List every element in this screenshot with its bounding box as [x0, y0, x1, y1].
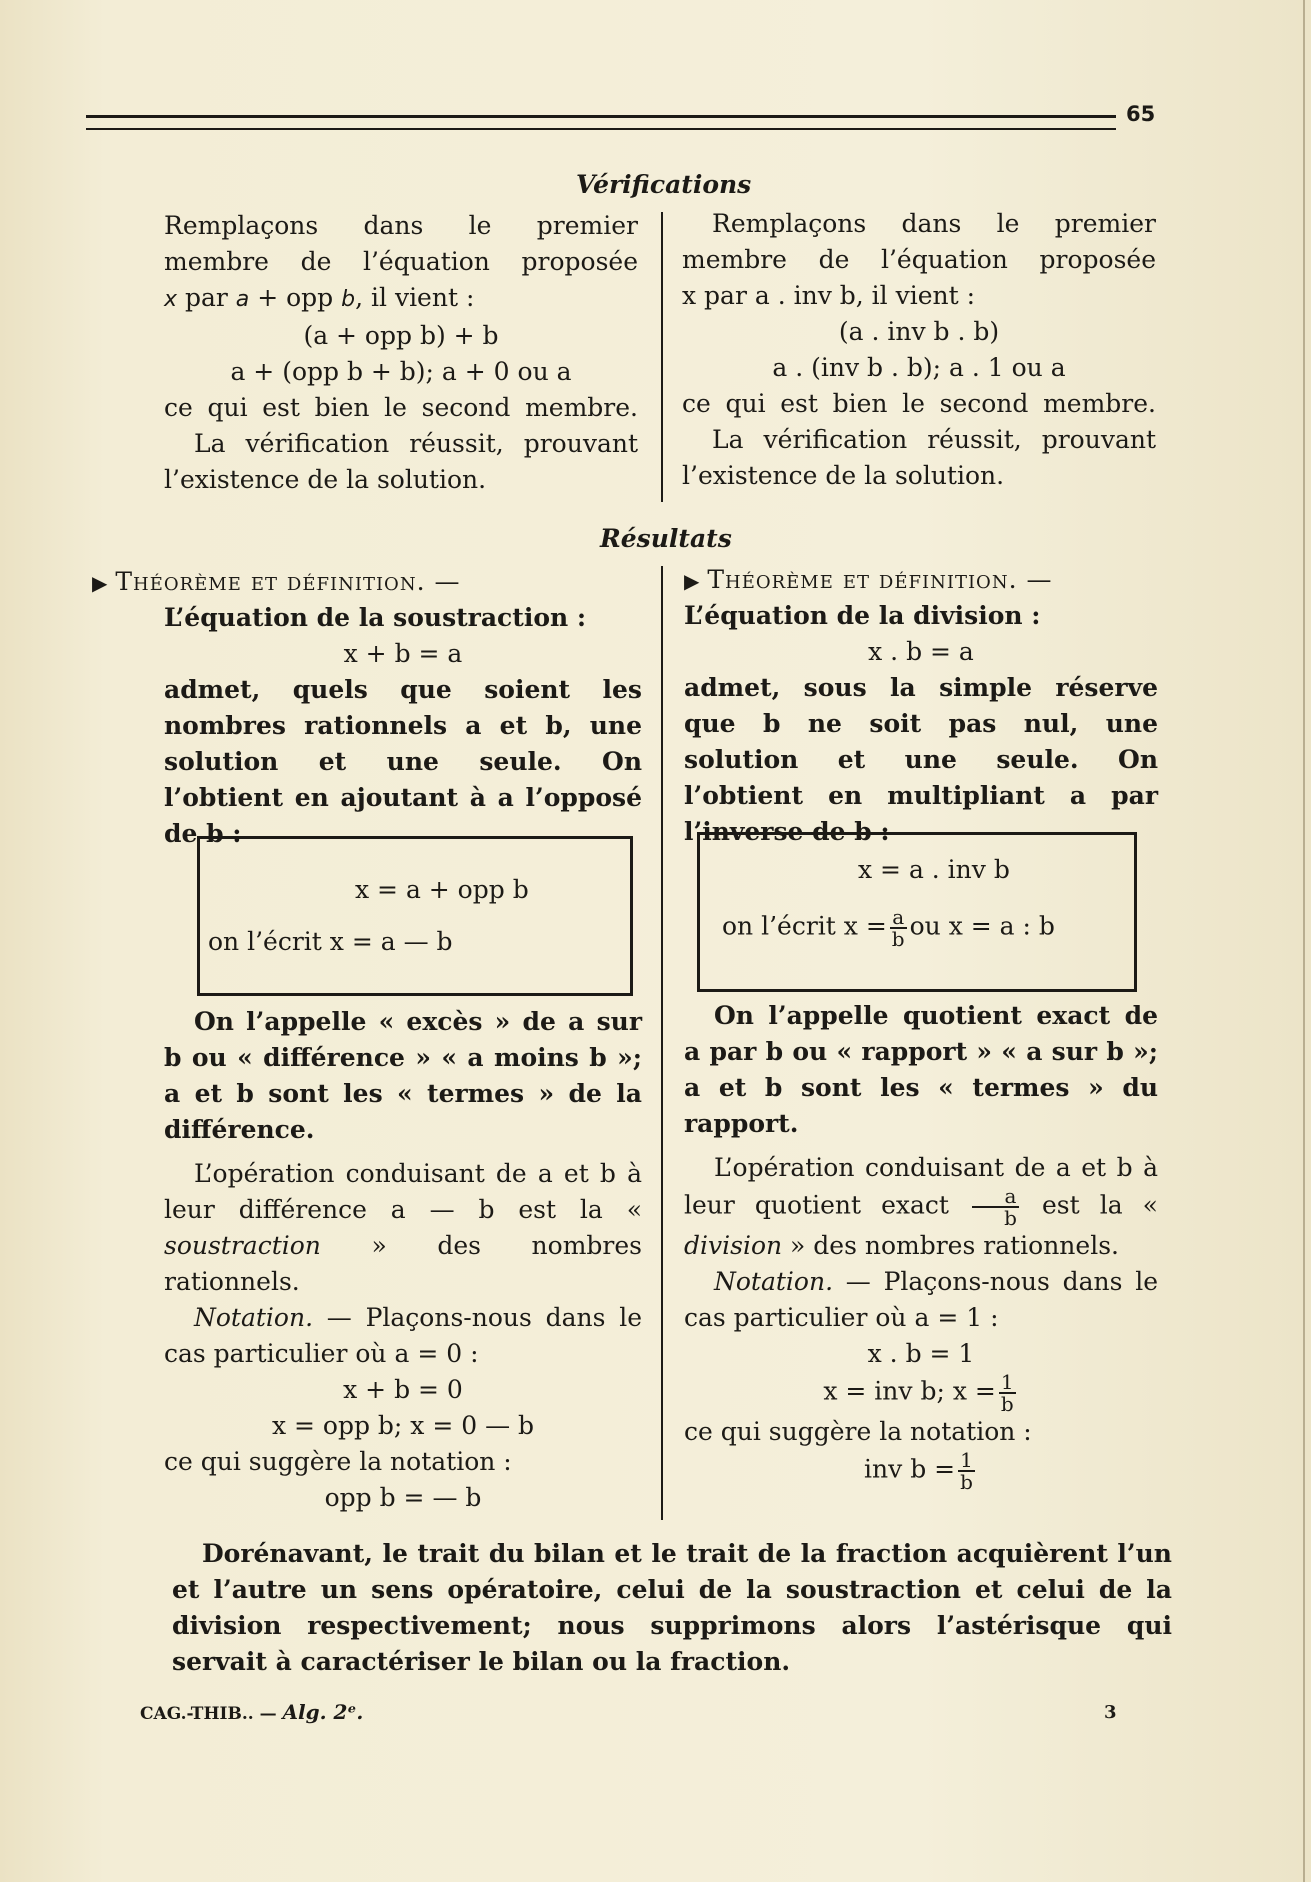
equation: inv b = $\frac{1}{b}$: [864, 1448, 973, 1494]
theorem-right: [684, 598, 1158, 850]
equation: (a . inv b . b): [838, 317, 1000, 346]
equation: a + (opp b + b); a + 0 ou a: [230, 357, 572, 386]
definition-paragraph: On l’appelle quotient exact de a par b ou « rapport » « a sur b »; a et b sont les « termes » du rapport.: [684, 1001, 1158, 1138]
text-line: membre de l’équation proposée: [164, 247, 638, 276]
theorem-left: [164, 600, 642, 852]
verifications-title: Vérifications: [576, 170, 752, 199]
signature-number: 3: [1104, 1702, 1117, 1723]
fraction: $\frac{a}{b}$: [972, 1186, 1019, 1228]
text-line: l’existence de la solution.: [682, 461, 1005, 490]
equation: x + b = 0: [343, 1375, 463, 1404]
box-formula: x = a . inv b: [858, 855, 1010, 884]
text-line: La vérification réussit, prouvant: [194, 429, 638, 458]
theorem-heading-left: ▶ Théorème et définition. —: [92, 567, 461, 596]
closing-text: Dorénavant, le trait du bilan et le trait de la fraction acquièrent l’un et l’autre un sens opératoire, celui de la soustraction et celui de la division respectivement; nous supprimons alors l’astérisque qui servait à caractériser le bilan ou la fraction.: [172, 1539, 1172, 1676]
equation: x . b = 1: [867, 1339, 975, 1368]
verification-right: [682, 206, 1156, 494]
equation: x . b = a: [868, 637, 974, 666]
text-line: ce qui est bien le second membre.: [682, 389, 1156, 418]
text-paragraph: L’opération conduisant de a et b à leur différence a — b est la « soustraction » des nombres rationnels.: [164, 1159, 642, 1296]
column-divider-top: [661, 212, 663, 502]
header-rule: [86, 115, 1116, 130]
box-notation: on l’écrit x = a — b: [208, 927, 453, 956]
text-line: x par a + opp b, il vient :: [164, 283, 475, 312]
theorem-right-continued: [684, 998, 1158, 1492]
column-divider-bottom: [661, 566, 663, 1520]
equation: x + b = a: [343, 639, 463, 668]
notation-paragraph: Notation. — Plaçons-nous dans le cas particulier où a = 1 :: [684, 1267, 1158, 1332]
statement-line: L’équation de la division :: [684, 601, 1041, 630]
fraction: $\frac{a}{b}$: [891, 905, 905, 951]
footer-signature: CAG.-THIB.. — Alg. 2ᵉ.: [140, 1700, 364, 1724]
text-line: membre de l’équation proposée: [682, 245, 1156, 274]
text-line: ce qui est bien le second membre.: [164, 393, 638, 422]
text-line: x par a . inv b, il vient :: [682, 281, 976, 310]
statement-paragraph: admet, sous la simple réserve que b ne soit pas nul, une solution et une seule. On l’obtient en multipliant a par l’inverse de b :: [684, 673, 1158, 846]
formula-box-subtraction: [197, 836, 633, 996]
statement-paragraph: admet, quels que soient les nombres rationnels a et b, une solution et une seule. On l’obtient en ajoutant à a l’opposé de b :: [164, 675, 642, 848]
equation: a . (inv b . b); a . 1 ou a: [772, 353, 1066, 382]
text-line: Remplaçons dans le premier: [164, 211, 638, 240]
page-number: 65: [1126, 102, 1156, 126]
theorem-left-continued: [164, 1004, 642, 1516]
text-line: Remplaçons dans le premier: [712, 209, 1156, 238]
box-formula: x = a + opp b: [355, 875, 529, 904]
statement-line: L’équation de la soustraction :: [164, 603, 587, 632]
triangle-marker-icon: ▶: [92, 571, 108, 595]
box-notation: on l’écrit x = $\frac{a}{b}$ ou x = a : b: [722, 905, 1055, 951]
equation: opp b = — b: [324, 1483, 482, 1512]
equation: (a + opp b) + b: [303, 321, 499, 350]
fraction: $\frac{1}{b}$: [1000, 1370, 1014, 1416]
verification-left: [164, 208, 638, 498]
text-line: l’existence de la solution.: [164, 465, 487, 494]
text-line: ce qui suggère la notation :: [684, 1417, 1032, 1446]
formula-box-division: [697, 832, 1137, 992]
theorem-heading-right: ▶ Théorème et définition. —: [684, 565, 1053, 594]
text-paragraph: L’opération conduisant de a et b à leur quotient exact $\frac{a}{b}$ est la « division » des nombres rationnels.: [684, 1153, 1158, 1260]
fraction: $\frac{1}{b}$: [960, 1448, 973, 1494]
resultats-title: Résultats: [600, 524, 732, 553]
equation: x = opp b; x = 0 — b: [271, 1411, 535, 1440]
text-line: La vérification réussit, prouvant: [712, 425, 1156, 454]
definition-paragraph: On l’appelle « excès » de a sur b ou « différence » « a moins b »; a et b sont les « termes » de la différence.: [164, 1007, 642, 1144]
triangle-marker-icon: ▶: [684, 569, 700, 593]
text-line: ce qui suggère la notation :: [164, 1447, 512, 1476]
notation-paragraph: Notation. — Plaçons-nous dans le cas particulier où a = 0 :: [164, 1303, 642, 1368]
closing-paragraph: [172, 1536, 1172, 1680]
page-edge: [1303, 0, 1305, 1882]
equation: x = inv b; x = $\frac{1}{b}$: [823, 1370, 1014, 1416]
